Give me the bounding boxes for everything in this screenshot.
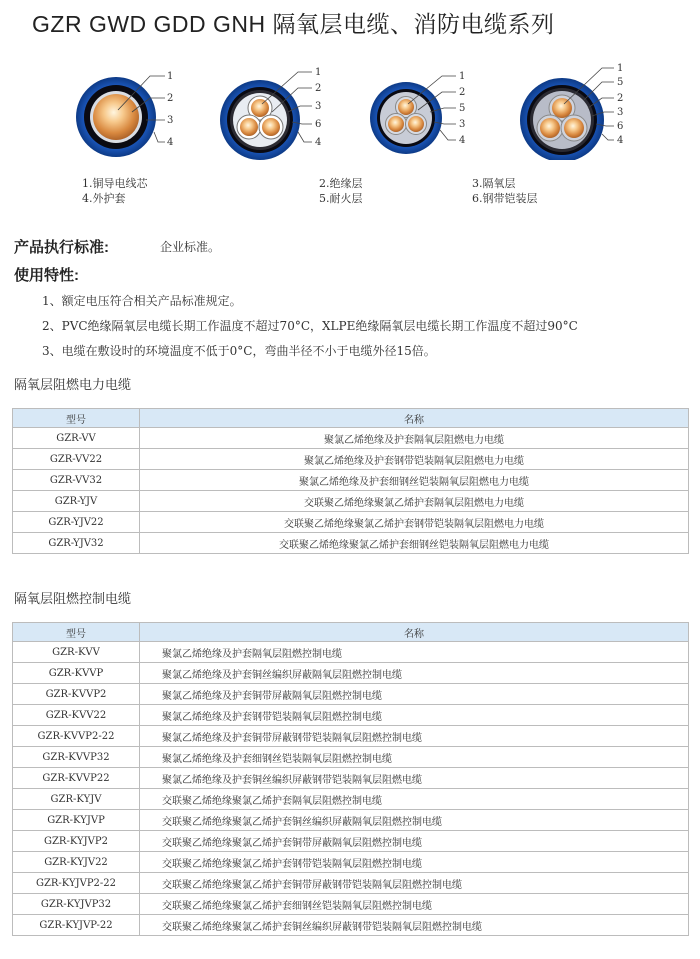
usage-heading: 使用特性: (14, 267, 79, 284)
name-cell: 交联聚乙烯绝缘聚氯乙烯护套铜丝编织屏蔽钢带铠装隔氧层阻燃控制电缆 (140, 915, 689, 936)
copper-conductor (564, 118, 584, 138)
name-cell: 交联聚乙烯绝缘聚氯乙烯护套铜带屏蔽隔氧层阻燃控制电缆 (140, 831, 689, 852)
callout-label: 3 (315, 101, 322, 112)
table-row (13, 873, 689, 894)
name-cell: 聚氯乙烯绝缘及护套铜带屏蔽隔氧层阻燃控制电缆 (140, 684, 689, 705)
name-cell: 聚氯乙烯绝缘及护套钢带铠装隔氧层阻燃电力电缆 (140, 449, 689, 470)
callout-label: 1 (459, 71, 466, 82)
copper-conductor (388, 116, 404, 132)
column-header-model: 型号 (13, 623, 140, 642)
callout-label: 6 (617, 121, 624, 132)
table-row (13, 533, 689, 554)
model-cell: GZR-KYJVP2 (13, 831, 140, 852)
table-row (13, 428, 689, 449)
callout-label: 1 (315, 67, 322, 78)
usage-item: 3、电缆在敷设时的环境温度不低于0°C，弯曲半径不小于电缆外径15倍。 (42, 344, 436, 358)
table-row (13, 852, 689, 873)
table-row (13, 915, 689, 936)
model-cell: GZR-YJV (13, 491, 140, 512)
legend-item: 2.绝缘层 (319, 177, 363, 190)
model-cell: GZR-VV32 (13, 470, 140, 491)
standard-value: 企业标准。 (160, 240, 221, 254)
name-cell: 交联聚乙烯绝缘聚氯乙烯护套铜丝编织屏蔽隔氧层阻燃控制电缆 (140, 810, 689, 831)
table-row (13, 663, 689, 684)
table-row (13, 747, 689, 768)
model-cell: GZR-KYJVP-22 (13, 915, 140, 936)
model-cell: GZR-VV22 (13, 449, 140, 470)
legend-item: 3.隔氧层 (472, 177, 516, 190)
name-cell: 聚氯乙烯绝缘及护套钢带铠装隔氧层阻燃控制电缆 (140, 705, 689, 726)
cable-diagram-three-core-fireproof (364, 60, 474, 160)
model-cell: GZR-KYJV22 (13, 852, 140, 873)
model-cell: GZR-KYJV (13, 789, 140, 810)
copper-conductor (540, 118, 560, 138)
callout-label: 2 (459, 87, 466, 98)
callout-label: 4 (315, 137, 322, 148)
model-cell: GZR-YJV22 (13, 512, 140, 533)
callout-label: 2 (315, 83, 322, 94)
model-cell: GZR-KVVP22 (13, 768, 140, 789)
table-row (13, 642, 689, 663)
model-cell: GZR-KYJVP (13, 810, 140, 831)
callout-label: 5 (617, 77, 624, 88)
model-cell: GZR-KVVP2 (13, 684, 140, 705)
table-row (13, 449, 689, 470)
callout-label: 3 (617, 107, 624, 118)
legend-item: 4.外护套 (82, 192, 126, 205)
name-cell: 交联聚乙烯绝缘聚氯乙烯护套钢带铠装隔氧层阻燃控制电缆 (140, 852, 689, 873)
model-cell: GZR-KVV (13, 642, 140, 663)
table-row (13, 470, 689, 491)
name-cell: 交联聚乙烯绝缘聚氯乙烯护套细钢丝铠装隔氧层阻燃控制电缆 (140, 894, 689, 915)
model-cell: GZR-VV (13, 428, 140, 449)
table-row (13, 894, 689, 915)
power-section-title: 隔氧层阻燃电力电缆 (14, 378, 132, 393)
legend-column-2 (319, 176, 363, 206)
model-cell: GZR-KVVP2-22 (13, 726, 140, 747)
control-cable-table (12, 622, 689, 936)
model-cell: GZR-KYJVP32 (13, 894, 140, 915)
callout-label: 4 (459, 135, 466, 146)
name-cell: 交联聚乙烯绝缘聚氯乙烯护套细钢丝铠装隔氧层阻燃电力电缆 (140, 533, 689, 554)
column-header-model: 型号 (13, 409, 140, 428)
name-cell: 聚氯乙烯绝缘及护套铜带屏蔽钢带铠装隔氧层阻燃控制电缆 (140, 726, 689, 747)
legend-column-1 (82, 176, 148, 206)
legend-item: 1.铜导电线芯 (82, 177, 148, 190)
callout-label: 1 (617, 63, 624, 74)
name-cell: 聚氯乙烯绝缘及护套细钢丝铠装隔氧层阻燃电力电缆 (140, 470, 689, 491)
model-cell: GZR-KVVP (13, 663, 140, 684)
name-cell: 交联聚乙烯绝缘聚氯乙烯护套隔氧层阻燃电力电缆 (140, 491, 689, 512)
copper-conductor (240, 118, 258, 136)
callout-label: 4 (167, 137, 174, 148)
table-row (13, 768, 689, 789)
usage-item: 1、额定电压符合相关产品标准规定。 (42, 294, 242, 308)
callout-label: 3 (167, 115, 174, 126)
copper-conductor (251, 99, 269, 117)
callout-label: 5 (459, 103, 466, 114)
cable-diagram-single-core (70, 60, 180, 160)
standard-heading: 产品执行标准: (14, 239, 109, 256)
callout-label: 4 (617, 135, 624, 146)
name-cell: 交联聚乙烯绝缘聚氯乙烯护套隔氧层阻燃控制电缆 (140, 789, 689, 810)
callout-label: 2 (167, 93, 174, 104)
table-row (13, 512, 689, 533)
callout-label: 6 (315, 119, 322, 130)
legend-item: 5.耐火层 (319, 192, 363, 205)
callout-label: 1 (167, 71, 174, 82)
copper-conductor (93, 94, 139, 140)
model-cell: GZR-KVV22 (13, 705, 140, 726)
callout-label: 3 (459, 119, 466, 130)
cable-diagram-three-core-fireproof-armored (510, 60, 635, 160)
name-cell: 聚氯乙烯绝缘及护套细钢丝铠装隔氧层阻燃控制电缆 (140, 747, 689, 768)
name-cell: 聚氯乙烯绝缘及护套铜丝编织屏蔽隔氧层阻燃控制电缆 (140, 663, 689, 684)
copper-conductor (552, 98, 572, 118)
table-row (13, 491, 689, 512)
callout-label: 2 (617, 93, 624, 104)
column-header-name: 名称 (140, 409, 689, 428)
table-row (13, 831, 689, 852)
name-cell: 交联聚乙烯绝缘聚氯乙烯护套铜带屏蔽钢带铠装隔氧层阻燃控制电缆 (140, 873, 689, 894)
table-row (13, 726, 689, 747)
model-cell: GZR-YJV32 (13, 533, 140, 554)
table-row (13, 810, 689, 831)
model-cell: GZR-KYJVP2-22 (13, 873, 140, 894)
name-cell: 聚氯乙烯绝缘及护套隔氧层阻燃控制电缆 (140, 642, 689, 663)
usage-item: 2、PVC绝缘隔氧层电缆长期工作温度不超过70°C，XLPE绝缘隔氧层电缆长期工作温度不超过90°C (42, 319, 578, 333)
copper-conductor (408, 116, 424, 132)
table-row (13, 684, 689, 705)
power-cable-table (12, 408, 689, 554)
table-row (13, 789, 689, 810)
cable-diagram-three-core-armored (212, 60, 332, 160)
table-row (13, 705, 689, 726)
name-cell: 聚氯乙烯绝缘及护套隔氧层阻燃电力电缆 (140, 428, 689, 449)
copper-conductor (262, 118, 280, 136)
control-section-title: 隔氧层阻燃控制电缆 (14, 592, 132, 607)
name-cell: 交联聚乙烯绝缘聚氯乙烯护套钢带铠装隔氧层阻燃电力电缆 (140, 512, 689, 533)
legend-item: 6.钢带铠装层 (472, 192, 538, 205)
name-cell: 聚氯乙烯绝缘及护套铜丝编织屏蔽钢带铠装隔氧层阻燃电缆 (140, 768, 689, 789)
legend-column-3 (472, 176, 538, 206)
column-header-name: 名称 (140, 623, 689, 642)
model-cell: GZR-KVVP32 (13, 747, 140, 768)
page-title: GZR GWD GDD GNH 隔氧层电缆、消防电缆系列 (32, 11, 555, 37)
